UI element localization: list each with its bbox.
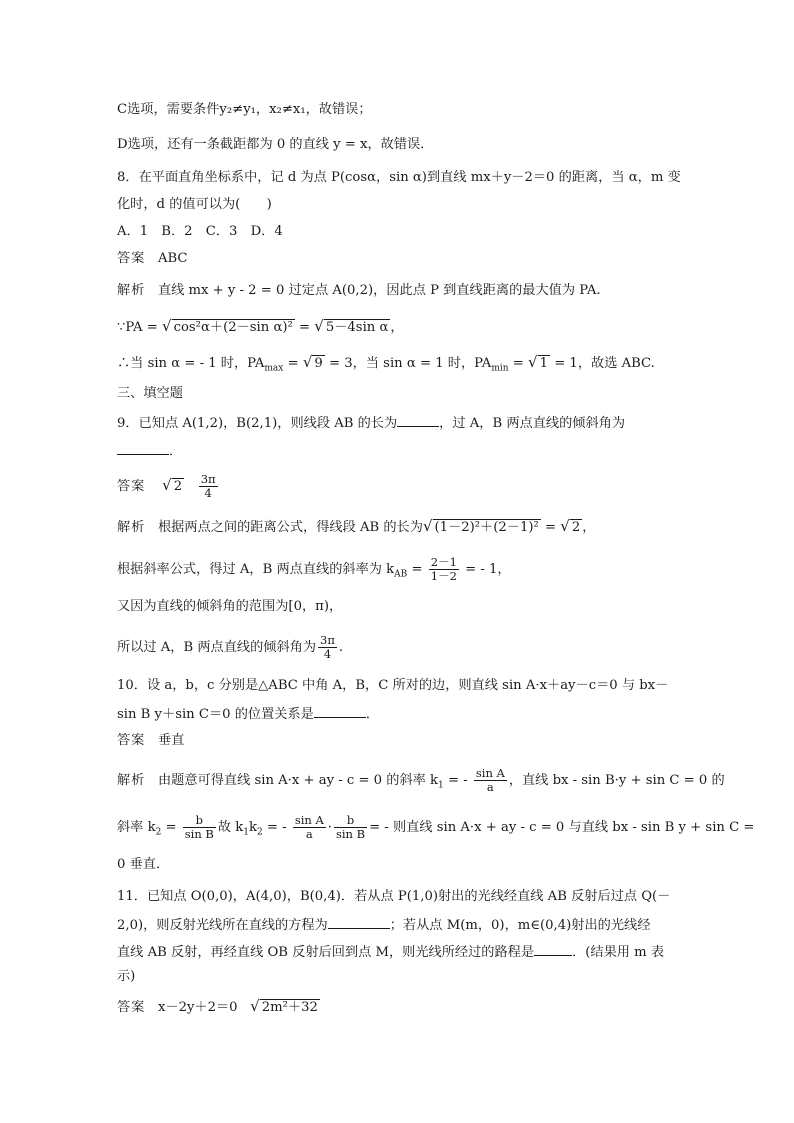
sqrt-radicand: 5－4sin α	[325, 320, 389, 335]
fraction	[199, 473, 218, 500]
q10-analysis-line2	[117, 813, 755, 843]
fraction	[429, 556, 459, 583]
comma: ，	[582, 520, 596, 535]
fraction-numerator: b	[334, 814, 367, 828]
q11-stem-d: ．(结果用 m 表	[572, 945, 665, 960]
fraction-numerator: 3π	[320, 633, 335, 647]
q9-analysis-line2	[117, 556, 687, 585]
answer-blank	[397, 412, 439, 427]
sqrt-expression: √ 1	[528, 353, 548, 371]
q9-analysis-text1: 根据两点之间的距离公式，得线段 AB 的长为	[157, 520, 423, 535]
q9-answer	[117, 473, 687, 500]
q8-min-text: = 3，当 sin α = 1 时，PA	[328, 356, 492, 371]
q11-stem-line2	[117, 914, 687, 936]
sqrt-radicand: (1－2)²＋(2－1)²	[434, 520, 539, 535]
fraction-denominator: a	[486, 780, 494, 794]
q8-conclusion: = 1，故选 ABC.	[554, 356, 655, 371]
q8-stem-line1: 8．在平面直角坐标系中，记 d 为点 P(cosα，sin α)到直线 mx＋y－2＝0 的距离，当 α，m 变	[117, 170, 681, 185]
sqrt-expression: √ cos²α＋(2－sin α)²	[162, 317, 293, 335]
fraction-numerator: 3π	[200, 472, 216, 486]
q8-analysis-line1	[117, 281, 687, 301]
equals-sign: =	[544, 520, 557, 535]
q10-analysis-rest1: ，直线 bx - sin B·y + sin C = 0 的	[508, 773, 725, 788]
q9-angle-text: 所以过 A，B 两点直线的倾斜角为	[117, 640, 317, 655]
q9-stem-line2	[117, 440, 687, 462]
q9-analysis-line4	[117, 634, 687, 661]
fraction	[318, 634, 337, 661]
q10-analysis-rest2: = - 则直线 sin A·x + ay - c = 0 与直线 bx - sin B y + sin C =	[369, 820, 755, 835]
sqrt-expression: √ 2	[560, 517, 581, 535]
period: ．	[169, 444, 183, 459]
fraction-denominator: sin B	[335, 827, 366, 841]
q10-answer-value: 垂直	[157, 733, 185, 748]
q8-max-prefix: ∴当 sin α = - 1 时，PA	[117, 356, 265, 371]
subscript-2: 2	[256, 827, 263, 838]
answer-blank	[328, 914, 390, 929]
q9-stem-b: ，过 A，B 两点直线的倾斜角为	[439, 416, 626, 431]
fraction-numerator: b	[183, 814, 216, 828]
equals-sign: =	[411, 562, 423, 577]
answer-label: 答案	[117, 1000, 146, 1015]
q9-stem-a: 9．已知点 A(1,2)，B(2,1)，则线段 AB 的长为	[117, 416, 398, 431]
equals-sign: =	[512, 356, 524, 371]
q8-analysis-line2	[117, 316, 687, 338]
section-heading: 三、填空题	[117, 386, 183, 401]
sqrt-radicand: 2	[173, 479, 183, 494]
answer-blank	[117, 440, 169, 455]
answer-label: 答案	[117, 733, 146, 748]
analysis-label: 解析	[117, 283, 146, 298]
fraction-denominator: a	[305, 827, 313, 841]
d-option-line: D选项，还有一条截距都为 0 的直线 y = x，故错误．	[117, 137, 434, 152]
subscript-2: 2	[155, 827, 162, 838]
q9-slope-text: 根据斜率公式，得过 A，B 两点直线的斜率为 k	[117, 562, 395, 577]
q8-analysis-text1: 直线 mx + y - 2 = 0 过定点 A(0,2)，因此点 P 到直线距离的最大值为 PA.	[157, 283, 601, 298]
subscript-1: 1	[438, 780, 444, 791]
q10-stem-line1: 10．设 a，b，c 分别是△ABC 中角 A，B，C 所对的边，则直线 sin A·x＋ay－c＝0 与 bx－	[117, 678, 669, 693]
fraction-numerator: sin A	[294, 813, 324, 827]
q10-analysis-text1: 由题意可得直线 sin A·x + ay - c = 0 的斜率 k	[157, 773, 439, 788]
q10-therefore: 故 k	[217, 820, 244, 835]
sqrt-expression: √ 5－4sin α	[314, 317, 389, 335]
comma: ，	[390, 320, 404, 335]
q10-analysis-line1	[117, 766, 725, 796]
answer-label: 答案	[117, 479, 146, 494]
sqrt-radicand: 2m²＋32	[261, 1000, 318, 1015]
sqrt-radicand: 1	[539, 356, 548, 371]
k-symbol: k	[248, 820, 257, 835]
fraction	[293, 814, 326, 841]
fraction	[334, 814, 367, 841]
q9-analysis-line3: 又因为直线的倾斜角的范围为[0，π)，	[117, 599, 343, 614]
q10-analysis-line3: 0 垂直．	[117, 857, 170, 872]
q8-pa-prefix: ∵PA =	[117, 320, 158, 335]
q10-stem-a: sin B y＋sin C＝0 的位置关系是	[117, 707, 314, 722]
subscript-max: max	[264, 363, 284, 374]
fraction	[183, 814, 216, 841]
equals-sign: = -	[447, 773, 468, 788]
q11-stem-c: 直线 AB 反射，再经直线 OB 反射后回到点 M，则光线所经过的路程是	[117, 945, 535, 960]
q11-stem-a: 2,0)，则反射光线所在直线的方程为	[117, 918, 328, 933]
q11-stem-line3	[117, 941, 687, 963]
dot-operator: ·	[327, 820, 332, 835]
answer-blank	[534, 941, 572, 956]
sqrt-radicand: 2	[571, 520, 581, 535]
q8-answer	[117, 249, 687, 269]
sqrt-radicand: cos²α＋(2－sin α)²	[173, 320, 293, 335]
answer-label: 答案	[117, 251, 146, 266]
q8-answer-value: ABC	[157, 251, 188, 266]
analysis-label: 解析	[117, 773, 146, 788]
q8-choices: A．1 B．2 C．3 D．4	[117, 224, 283, 239]
q11-stem-line4: 示)	[117, 969, 136, 984]
subscript-ab: AB	[394, 569, 408, 580]
analysis-label: 解析	[117, 520, 146, 535]
period: ．	[365, 707, 380, 722]
fraction-numerator: 2－1	[430, 555, 457, 569]
fraction-denominator: sin B	[184, 827, 214, 841]
subscript-1: 1	[243, 827, 249, 838]
q9-stem-line1	[117, 412, 687, 434]
q8-analysis-line3	[117, 352, 687, 379]
equals-sign: = -	[266, 820, 287, 835]
q11-stem-line1: 11．已知点 O(0,0)，A(4,0)，B(0,4)．若从点 P(1,0)射出的光线经直线 AB 反射后过点 Q(－	[117, 889, 671, 904]
equals-sign: =	[299, 320, 311, 335]
sqrt-expression: √ 9	[302, 353, 323, 371]
q9-analysis-line1	[117, 516, 687, 538]
q10-answer	[117, 731, 687, 751]
sqrt-radicand: 9	[314, 356, 323, 371]
q11-answer-equation: x－2y＋2＝0	[157, 1000, 238, 1015]
q9-slope-result: = - 1，	[465, 562, 511, 577]
sqrt-expression: √ (1－2)²＋(2－1)²	[422, 517, 539, 535]
sqrt-expression: √ 2m²＋32	[250, 997, 318, 1015]
c-option-line: C选项，需要条件y₂≠y₁，x₂≠x₁，故错误；	[117, 102, 372, 117]
fraction-denominator: 1－2	[430, 569, 457, 583]
fraction-denominator: 4	[323, 647, 332, 661]
q8-stem-line2: 化时，d 的值可以为( )	[117, 197, 272, 212]
sqrt-expression: √ 2	[162, 476, 183, 494]
fraction-numerator: sin A	[475, 766, 505, 780]
answer-blank	[314, 703, 366, 718]
q10-stem-line2	[117, 703, 687, 725]
fraction	[474, 767, 507, 794]
subscript-min: min	[491, 363, 509, 374]
fraction-denominator: 4	[204, 486, 212, 500]
period: .	[338, 640, 344, 655]
equals-sign: =	[165, 820, 177, 835]
equals-sign: =	[287, 356, 299, 371]
q11-stem-b: ；若从点 M(m，0)，m∈(0,4)射出的光线经	[389, 918, 651, 933]
q11-answer	[117, 996, 687, 1018]
q10-slope-label: 斜率 k	[117, 820, 156, 835]
